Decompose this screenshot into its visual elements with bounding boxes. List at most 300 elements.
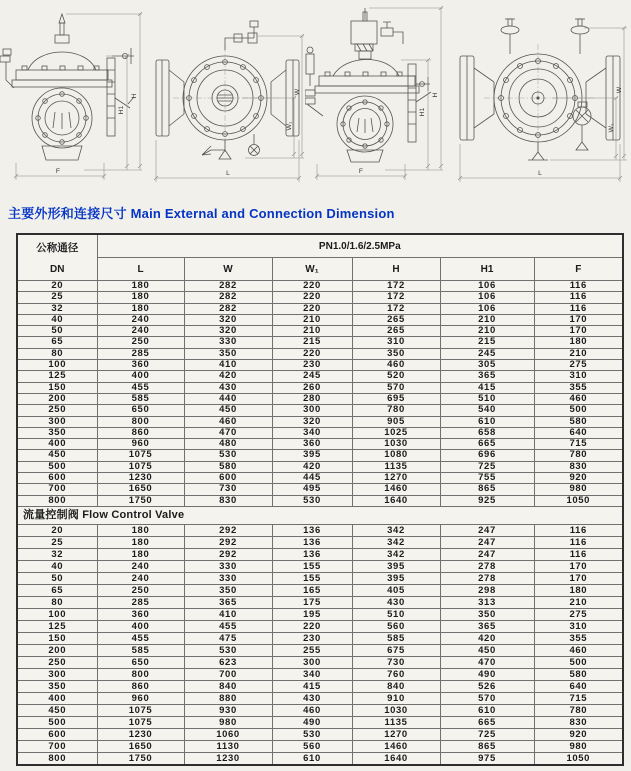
table-cell: 180 <box>97 524 184 536</box>
table-cell: 350 <box>352 348 440 359</box>
table-row <box>17 668 623 680</box>
table-cell: 282 <box>184 303 272 314</box>
table-row <box>17 596 623 608</box>
table-row <box>17 692 623 704</box>
table-cell: 725 <box>440 461 534 472</box>
table-cell: 180 <box>97 281 184 292</box>
table-cell: 180 <box>97 536 184 548</box>
table-cell: 780 <box>534 450 623 461</box>
table-cell: 215 <box>272 337 352 348</box>
table-cell: 560 <box>352 620 440 632</box>
table-cell: 310 <box>352 337 440 348</box>
table-cell: 292 <box>184 536 272 548</box>
dim-label-l: L <box>226 170 230 177</box>
table-cell: 170 <box>534 314 623 325</box>
flow-dimension-rows <box>17 524 623 765</box>
table-cell: 530 <box>184 644 272 656</box>
table-cell: 240 <box>97 572 184 584</box>
table-cell: 245 <box>440 348 534 359</box>
table-cell: 40 <box>17 560 97 572</box>
table-cell: 430 <box>272 692 352 704</box>
table-cell: 460 <box>272 704 352 716</box>
table-cell: 247 <box>440 548 534 560</box>
table-cell: 395 <box>352 560 440 572</box>
table-cell: 1750 <box>97 495 184 506</box>
table-cell: 800 <box>97 416 184 427</box>
table-cell: 230 <box>272 360 352 371</box>
table-cell: 230 <box>272 632 352 644</box>
table-cell: 760 <box>352 668 440 680</box>
table-cell: 980 <box>534 740 623 752</box>
table-row <box>17 450 623 461</box>
table-cell: 200 <box>17 644 97 656</box>
table-row <box>17 371 623 382</box>
table-cell: 800 <box>17 752 97 765</box>
table-cell: 180 <box>534 584 623 596</box>
table-cell: 125 <box>17 620 97 632</box>
table-cell: 675 <box>352 644 440 656</box>
table-cell: 220 <box>272 281 352 292</box>
table-cell: 1230 <box>184 752 272 765</box>
table-cell: 310 <box>534 620 623 632</box>
table-cell: 1050 <box>534 752 623 765</box>
table-cell: 755 <box>440 473 534 484</box>
table-cell: 960 <box>97 692 184 704</box>
table-cell: 610 <box>272 752 352 765</box>
table-cell: 540 <box>440 405 534 416</box>
dim-label-w: W <box>616 86 623 94</box>
table-cell: 165 <box>272 584 352 596</box>
table-cell: 920 <box>534 728 623 740</box>
table-cell: 1460 <box>352 740 440 752</box>
table-cell: 600 <box>184 473 272 484</box>
table-row <box>17 704 623 716</box>
table-cell: 420 <box>184 371 272 382</box>
drawing-valve-front-view-2 <box>305 0 452 197</box>
table-row <box>17 360 623 371</box>
table-cell: 658 <box>440 427 534 438</box>
table-cell: 725 <box>440 728 534 740</box>
table-cell: 585 <box>97 393 184 404</box>
dim-label-w1: W₁ <box>286 121 293 131</box>
table-cell: 980 <box>534 484 623 495</box>
table-cell: 80 <box>17 348 97 359</box>
dim-label-w1: W₁ <box>608 123 615 133</box>
table-row <box>17 644 623 656</box>
table-cell: 360 <box>97 360 184 371</box>
table-cell: 365 <box>440 371 534 382</box>
table-cell: 172 <box>352 281 440 292</box>
table-cell: 170 <box>534 326 623 337</box>
table-cell: 830 <box>534 461 623 472</box>
table-row <box>17 337 623 348</box>
table-row <box>17 326 623 337</box>
table-cell: 715 <box>534 439 623 450</box>
table-cell: 920 <box>534 473 623 484</box>
table-cell: 780 <box>352 405 440 416</box>
table-cell: 475 <box>184 632 272 644</box>
table-cell: 260 <box>272 382 352 393</box>
table-cell: 510 <box>440 393 534 404</box>
table-row <box>17 439 623 450</box>
table-cell: 700 <box>17 484 97 495</box>
header-row-dims <box>17 258 623 281</box>
table-cell: 215 <box>440 337 534 348</box>
table-cell: 665 <box>440 716 534 728</box>
table-cell: 480 <box>184 439 272 450</box>
table-cell: 1075 <box>97 716 184 728</box>
table-cell: 210 <box>440 326 534 337</box>
table-cell: 25 <box>17 292 97 303</box>
table-cell: 265 <box>352 314 440 325</box>
table-cell: 220 <box>272 303 352 314</box>
table-cell: 172 <box>352 292 440 303</box>
table-row <box>17 281 623 292</box>
flow-section-row <box>17 506 623 524</box>
table-cell: 342 <box>352 548 440 560</box>
table-cell: 405 <box>352 584 440 596</box>
table-cell: 320 <box>184 326 272 337</box>
table-cell: 80 <box>17 596 97 608</box>
dim-label-h1: H1 <box>419 107 426 117</box>
table-cell: 490 <box>440 668 534 680</box>
table-cell: 360 <box>97 608 184 620</box>
table-cell: 400 <box>17 439 97 450</box>
table-cell: 350 <box>184 348 272 359</box>
table-cell: 1080 <box>352 450 440 461</box>
table-cell: 585 <box>352 632 440 644</box>
table-cell: 220 <box>272 620 352 632</box>
table-cell: 200 <box>17 393 97 404</box>
dim-label-f: F <box>55 168 61 175</box>
table-cell: 106 <box>440 303 534 314</box>
table-cell: 460 <box>534 644 623 656</box>
table-cell: 106 <box>440 281 534 292</box>
table-cell: 280 <box>272 393 352 404</box>
table-cell: 360 <box>272 439 352 450</box>
table-cell: 530 <box>272 728 352 740</box>
table-row <box>17 382 623 393</box>
table-cell: 220 <box>272 292 352 303</box>
table-cell: 400 <box>97 620 184 632</box>
table-row <box>17 303 623 314</box>
table-cell: 450 <box>440 644 534 656</box>
table-cell: 25 <box>17 536 97 548</box>
table-row <box>17 740 623 752</box>
table-row <box>17 752 623 765</box>
table-cell: 865 <box>440 740 534 752</box>
table-cell: 1030 <box>352 704 440 716</box>
table-row <box>17 584 623 596</box>
table-cell: 180 <box>97 548 184 560</box>
dim-label-h1: H1 <box>118 105 125 115</box>
table-cell: 65 <box>17 584 97 596</box>
table-cell: 278 <box>440 572 534 584</box>
table-cell: 292 <box>184 548 272 560</box>
table-cell: 510 <box>352 608 440 620</box>
table-cell: 410 <box>184 360 272 371</box>
table-cell: 420 <box>440 632 534 644</box>
dimension-lines <box>14 12 142 180</box>
header-row-pn <box>17 234 623 258</box>
table-row <box>17 620 623 632</box>
table-cell: 136 <box>272 548 352 560</box>
table-cell: 470 <box>440 656 534 668</box>
table-cell: 282 <box>184 292 272 303</box>
table-cell: 600 <box>17 473 97 484</box>
table-cell: 298 <box>440 584 534 596</box>
table-cell: 365 <box>184 596 272 608</box>
table-cell: 285 <box>97 348 184 359</box>
table-cell: 905 <box>352 416 440 427</box>
table-cell: 300 <box>272 405 352 416</box>
table-cell: 570 <box>352 382 440 393</box>
table-cell: 350 <box>17 680 97 692</box>
table-cell: 695 <box>352 393 440 404</box>
table-row <box>17 348 623 359</box>
table-cell: 350 <box>17 427 97 438</box>
drawing-valve-top-view-2 <box>452 0 631 197</box>
table-cell: 330 <box>184 337 272 348</box>
dn-group-label: 公称通径 <box>36 241 79 254</box>
dim-label-h: H <box>432 92 439 98</box>
table-cell: 640 <box>534 427 623 438</box>
table-cell: 20 <box>17 281 97 292</box>
table-cell: 125 <box>17 371 97 382</box>
table-cell: 925 <box>440 495 534 506</box>
table-cell: 50 <box>17 326 97 337</box>
table-row <box>17 461 623 472</box>
table-cell: 1050 <box>534 495 623 506</box>
table-cell: 330 <box>184 572 272 584</box>
table-cell: 395 <box>272 450 352 461</box>
col-header-h1: H1 <box>440 258 534 281</box>
table-cell: 250 <box>17 405 97 416</box>
col-header-dn <box>17 234 97 281</box>
table-row <box>17 484 623 495</box>
table-cell: 1640 <box>352 752 440 765</box>
table-cell: 1230 <box>97 728 184 740</box>
table-cell: 580 <box>534 416 623 427</box>
table-cell: 780 <box>534 704 623 716</box>
table-cell: 500 <box>534 405 623 416</box>
table-cell: 460 <box>352 360 440 371</box>
table-row <box>17 495 623 506</box>
table-cell: 450 <box>184 405 272 416</box>
table-cell: 136 <box>272 524 352 536</box>
table-cell: 1075 <box>97 461 184 472</box>
table-cell: 800 <box>17 495 97 506</box>
table-cell: 623 <box>184 656 272 668</box>
col-header-w: W <box>184 258 272 281</box>
table-cell: 250 <box>97 337 184 348</box>
table-cell: 355 <box>534 382 623 393</box>
table-cell: 975 <box>440 752 534 765</box>
table-cell: 430 <box>352 596 440 608</box>
table-cell: 1075 <box>97 450 184 461</box>
table-cell: 170 <box>534 560 623 572</box>
table-row <box>17 680 623 692</box>
table-cell: 305 <box>440 360 534 371</box>
table-cell: 116 <box>534 292 623 303</box>
table-cell: 240 <box>97 560 184 572</box>
dim-label-f: F <box>358 168 364 175</box>
table-cell: 342 <box>352 536 440 548</box>
table-cell: 1230 <box>97 473 184 484</box>
table-cell: 530 <box>272 495 352 506</box>
table-cell: 300 <box>17 416 97 427</box>
table-cell: 600 <box>17 728 97 740</box>
table-cell: 172 <box>352 303 440 314</box>
table-cell: 116 <box>534 536 623 548</box>
table-cell: 32 <box>17 303 97 314</box>
main-dimension-rows <box>17 281 623 507</box>
table-cell: 20 <box>17 524 97 536</box>
table-cell: 526 <box>440 680 534 692</box>
table-cell: 430 <box>184 382 272 393</box>
dim-label-l: L <box>538 170 542 177</box>
table-row <box>17 548 623 560</box>
table-cell: 840 <box>184 680 272 692</box>
table-cell: 1270 <box>352 728 440 740</box>
table-cell: 930 <box>184 704 272 716</box>
table-cell: 830 <box>184 495 272 506</box>
table-cell: 560 <box>272 740 352 752</box>
valve-body-outline <box>460 19 620 160</box>
table-cell: 1650 <box>97 484 184 495</box>
table-row <box>17 427 623 438</box>
table-cell: 460 <box>534 393 623 404</box>
table-cell: 195 <box>272 608 352 620</box>
col-header-f: F <box>534 258 623 281</box>
table-cell: 1135 <box>352 461 440 472</box>
table-cell: 180 <box>97 303 184 314</box>
table-cell: 170 <box>534 572 623 584</box>
table-cell: 65 <box>17 337 97 348</box>
table-cell: 136 <box>272 536 352 548</box>
table-cell: 255 <box>272 644 352 656</box>
table-cell: 245 <box>272 371 352 382</box>
table-cell: 150 <box>17 632 97 644</box>
table-row <box>17 716 623 728</box>
table-cell: 180 <box>97 292 184 303</box>
table-cell: 210 <box>272 314 352 325</box>
table-cell: 300 <box>17 668 97 680</box>
table-cell: 350 <box>440 608 534 620</box>
table-cell: 450 <box>17 450 97 461</box>
table-cell: 730 <box>352 656 440 668</box>
table-cell: 310 <box>534 371 623 382</box>
table-cell: 665 <box>440 439 534 450</box>
table-row <box>17 560 623 572</box>
table-row <box>17 632 623 644</box>
table-cell: 415 <box>272 680 352 692</box>
table-cell: 1025 <box>352 427 440 438</box>
table-cell: 700 <box>17 740 97 752</box>
drawing-valve-top-view-1 <box>150 0 307 197</box>
table-cell: 275 <box>534 360 623 371</box>
table-cell: 455 <box>97 632 184 644</box>
table-cell: 116 <box>534 548 623 560</box>
table-cell: 415 <box>440 382 534 393</box>
table-row <box>17 473 623 484</box>
table-cell: 313 <box>440 596 534 608</box>
table-cell: 420 <box>272 461 352 472</box>
table-cell: 275 <box>534 608 623 620</box>
table-row <box>17 728 623 740</box>
table-cell: 150 <box>17 382 97 393</box>
table-cell: 520 <box>352 371 440 382</box>
flow-section-label: 流量控制阀 Flow Control Valve <box>17 506 623 524</box>
table-cell: 250 <box>17 656 97 668</box>
col-header-l: L <box>97 258 184 281</box>
table-cell: 1270 <box>352 473 440 484</box>
table-cell: 700 <box>184 668 272 680</box>
table-cell: 455 <box>184 620 272 632</box>
table-cell: 696 <box>440 450 534 461</box>
dn-label: DN <box>50 263 65 275</box>
table-row <box>17 292 623 303</box>
table-cell: 960 <box>97 439 184 450</box>
table-cell: 355 <box>534 632 623 644</box>
table-cell: 155 <box>272 560 352 572</box>
table-row <box>17 393 623 404</box>
table-cell: 247 <box>440 536 534 548</box>
table-cell: 580 <box>534 668 623 680</box>
table-cell: 100 <box>17 608 97 620</box>
table-cell: 1460 <box>352 484 440 495</box>
table-row <box>17 314 623 325</box>
table-cell: 650 <box>97 656 184 668</box>
table-row <box>17 608 623 620</box>
table-cell: 180 <box>534 337 623 348</box>
table-cell: 715 <box>534 692 623 704</box>
table-cell: 730 <box>184 484 272 495</box>
table-cell: 610 <box>440 416 534 427</box>
table-cell: 116 <box>534 303 623 314</box>
dim-label-w: W <box>294 88 301 96</box>
table-cell: 106 <box>440 292 534 303</box>
dim-label-h: H <box>131 93 138 99</box>
table-cell: 300 <box>272 656 352 668</box>
table-cell: 650 <box>97 405 184 416</box>
table-cell: 50 <box>17 572 97 584</box>
table-cell: 292 <box>184 524 272 536</box>
col-header-h: H <box>352 258 440 281</box>
table-cell: 800 <box>97 668 184 680</box>
table-row <box>17 416 623 427</box>
table-cell: 285 <box>97 596 184 608</box>
table-cell: 400 <box>97 371 184 382</box>
table-cell: 1640 <box>352 495 440 506</box>
table-cell: 250 <box>97 584 184 596</box>
table-cell: 530 <box>184 450 272 461</box>
technical-drawings <box>0 0 631 197</box>
table-cell: 247 <box>440 524 534 536</box>
page-title: 主要外形和连接尺寸 Main External and Connection Dimension <box>8 206 395 221</box>
table-cell: 116 <box>534 524 623 536</box>
valve-body-outline <box>156 21 299 159</box>
table-cell: 1130 <box>184 740 272 752</box>
valve-body-outline <box>305 8 431 162</box>
table-cell: 340 <box>272 668 352 680</box>
table-cell: 1135 <box>352 716 440 728</box>
table-row <box>17 524 623 536</box>
table-cell: 580 <box>184 461 272 472</box>
table-cell: 460 <box>184 416 272 427</box>
table-cell: 455 <box>97 382 184 393</box>
table-cell: 220 <box>272 348 352 359</box>
